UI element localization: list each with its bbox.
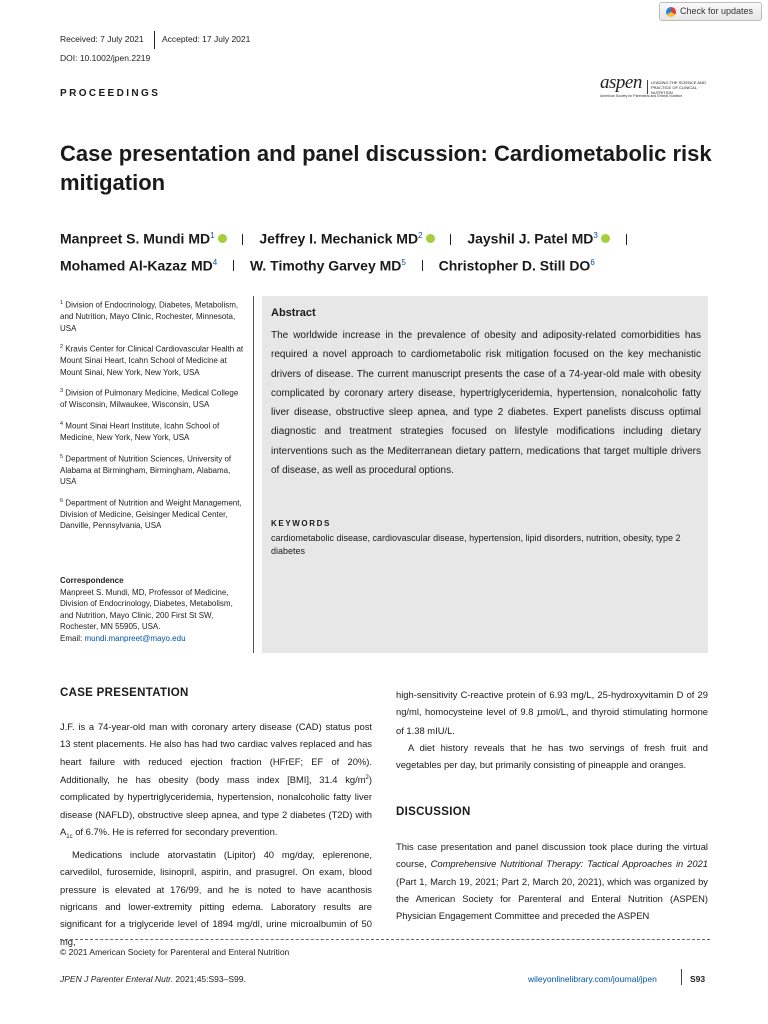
case-paragraph-2: Medications include atorvastatin (Lipitor) 40 mg/day, eplerenone, carvedilol, furosemide, lisinopril, aspirin, and prasugrel. On exam, blood pressure is elevated at 176/99, and he is noted to have acanthosis nigricans and lower-extremity pitting edema. Laboratory results are significant for a triglyceride level of 1894 mg/dl, urine microalbumin of 50 mg, — [60, 849, 372, 947]
affiliation-5: $^5$ Department of Nutrition Sciences, University of Alabama at Birmingham, Birmingham, Alabama, USA — [60, 453, 232, 487]
correspondence: Correspondence Manpreet S. Mundi, MD, Professor of Medicine, Division of Endocrinology, Diabetes, Metabolism, and Nutrition, Mayo Clinic, 200 First St SW, Rochester, MN 55905, USA. Email: mundi.manpreet@mayo.edu — [60, 575, 246, 644]
orcid-icon[interactable] — [218, 234, 227, 243]
copyright: © 2021 American Society for Parenteral and Enteral Nutrition — [60, 947, 290, 957]
aspen-logo-word: aspen — [600, 72, 642, 93]
section-label: PROCEEDINGS — [60, 88, 161, 99]
correspondence-title: Correspondence — [60, 576, 124, 585]
case-presentation-body — [60, 718, 372, 950]
case-presentation-heading: CASE PRESENTATION — [60, 687, 189, 699]
accepted-date: Accepted: 17 July 2021 — [162, 34, 251, 44]
case-paragraph-4: A diet history reveals that he has two servings of fresh fruit and vegetables per day, but primarily consisting of pineapple and oranges. — [396, 741, 708, 771]
correspondence-text: Manpreet S. Mundi, MD, Professor of Medicine, Division of Endocrinology, Diabetes, Metabolism, and Nutrition, Mayo Clinic, 200 First St SW, Rochester, MN 55905, USA. — [60, 587, 233, 631]
citation: JPEN J Parenter Enteral Nutr. 2021;45:S93–S99. — [60, 974, 246, 984]
doi: DOI: 10.1002/jpen.2219 — [60, 53, 151, 63]
affiliation-1: $^1$ Division of Endocrinology, Diabetes, Metabolism, and Nutrition, Mayo Clinic, Rochester, Minnesota, USA — [60, 300, 239, 333]
discussion-body — [396, 838, 708, 924]
footer-rule — [60, 939, 710, 940]
orcid-icon[interactable] — [426, 234, 435, 243]
article-title: Case presentation and panel discussion: Cardiometabolic risk mitigation — [60, 141, 712, 195]
column-divider — [253, 296, 254, 653]
author-2[interactable]: Jeffrey I. Mechanick MD — [259, 230, 419, 247]
aspen-logo-subtag: American Society for Parenteral and Enteral Nutrition — [600, 94, 683, 98]
keywords-title: KEYWORDS — [271, 519, 331, 528]
affiliation-3: $^3$ Division of Pulmonary Medicine, Medical College of Wisconsin, Milwaukee, Wisconsin, USA — [60, 388, 239, 410]
page-number: S93 — [690, 974, 706, 984]
check-for-updates-label: Check for updates — [679, 6, 753, 16]
crossmark-icon — [666, 7, 676, 17]
affiliation-4: $^4$ Mount Sinai Heart Institute, Icahn School of Medicine, New York, New York, USA — [60, 420, 220, 443]
footer-divider — [681, 969, 682, 985]
affiliations — [60, 298, 246, 540]
orcid-icon[interactable] — [601, 234, 610, 243]
header-divider — [154, 31, 155, 49]
received-date: Received: 7 July 2021 — [60, 34, 144, 44]
case-paragraph-3: high-sensitivity C-reactive protein of 6.93 mg/L, 25-hydroxyvitamin D of 29 ng/ml, homocysteine level of 9.8 μmol/L, and thyroid stimulating hormone of 1.38 mIU/L. — [396, 689, 709, 736]
abstract-title: Abstract — [271, 307, 316, 319]
discussion-heading: DISCUSSION — [396, 806, 471, 818]
author-list: Manpreet S. Mundi $MD^1$ Jeffrey I. Mechanick $MD^2$ Jayshil J. Patel $MD^3$ Mohamed Al-Kazaz $MD^4$ W. Timothy Garvey $MD^5$ Christopher D. Still $DO^6$ — [60, 224, 740, 277]
case-presentation-continued — [396, 686, 708, 773]
check-for-updates-button[interactable] — [659, 2, 762, 21]
author-5[interactable]: W. Timothy Garvey MD — [249, 257, 402, 274]
correspondence-email-link[interactable]: mundi.manpreet@mayo.edu — [84, 633, 186, 643]
author-6[interactable]: Christopher D. Still DO — [438, 257, 591, 274]
abstract-box — [262, 296, 708, 653]
aspen-logo — [600, 70, 712, 102]
case-paragraph-1: J.F. is a 74-year-old man with coronary artery disease (CAD) status post 13 stent placements. He also has had two cardiac valves replaced and has heart failure with reduced ejection fraction (HFrEF; EF of 20%). Additionally, he has obesity (body mass index [BMI], 31.4 $kg/m^2$) complicated by hypertriglyceridemia, hypertension, nonalcoholic fatty liver disease (NAFLD), obstructive sleep apnea, and type 2 diabetes (T2D) with $A_{1c}$ of 6.7%. He is referred for secondary prevention. — [60, 721, 372, 840]
abstract-text: The worldwide increase in the prevalence of obesity and adiposity-related comorbidities has required a novel approach to cardiometabolic risk mitigation focused on the key mechanistic drivers of disease. The current manuscript presents the case of a 74-year-old male with obesity complicated by coronary artery disease, hypertriglyceridemia, hypertension, nonalcoholic fatty liver disease, obstructive sleep apnea, and type 2 diabetes. Expert panelists discuss optimal diagnostic and treatment strategies focused on lifestyle modifications including dietary interventions such as the Mediterranean dietary pattern, medications that target multiple drivers of disease, as well as procedural options. — [271, 330, 701, 477]
author-4[interactable]: Mohamed Al-Kazaz MD — [60, 257, 213, 274]
journal-url-link[interactable]: wileyonlinelibrary.com/journal/jpen — [528, 974, 657, 984]
affiliation-6: $^6$ Department of Nutrition and Weight Management, Division of Medicine, Geisinger Medical Center, Danville, Pennsylvania, USA — [60, 497, 242, 531]
affiliation-2: $^2$ Kravis Center for Clinical Cardiovascular Health at Mount Sinai Heart, Icahn School of Medicine at Mount Sinai, New York, New York, USA — [60, 344, 244, 377]
keywords: cardiometabolic disease, cardiovascular disease, hypertension, lipid disorders, nutrition, obesity, type 2 diabetes — [271, 533, 681, 556]
aspen-logo-tagline: LEADING THE SCIENCE AND PRACTICE OF CLINICAL NUTRITION — [651, 80, 706, 95]
author-1[interactable]: Manpreet S. Mundi MD — [60, 230, 211, 247]
discussion-paragraph-1: This case presentation and panel discussion took place during the virtual course, Comprehensive Nutritional Therapy: Tactical Approaches in 2021 (Part 1, March 19, 2021; Part 2, March 20, 2021), which was organized by the American Society for Parenteral and Enteral Nutrition (ASPEN) Physician Engagement Committee and preceded the ASPEN — [396, 841, 708, 922]
author-3[interactable]: Jayshil J. Patel MD — [467, 230, 594, 247]
